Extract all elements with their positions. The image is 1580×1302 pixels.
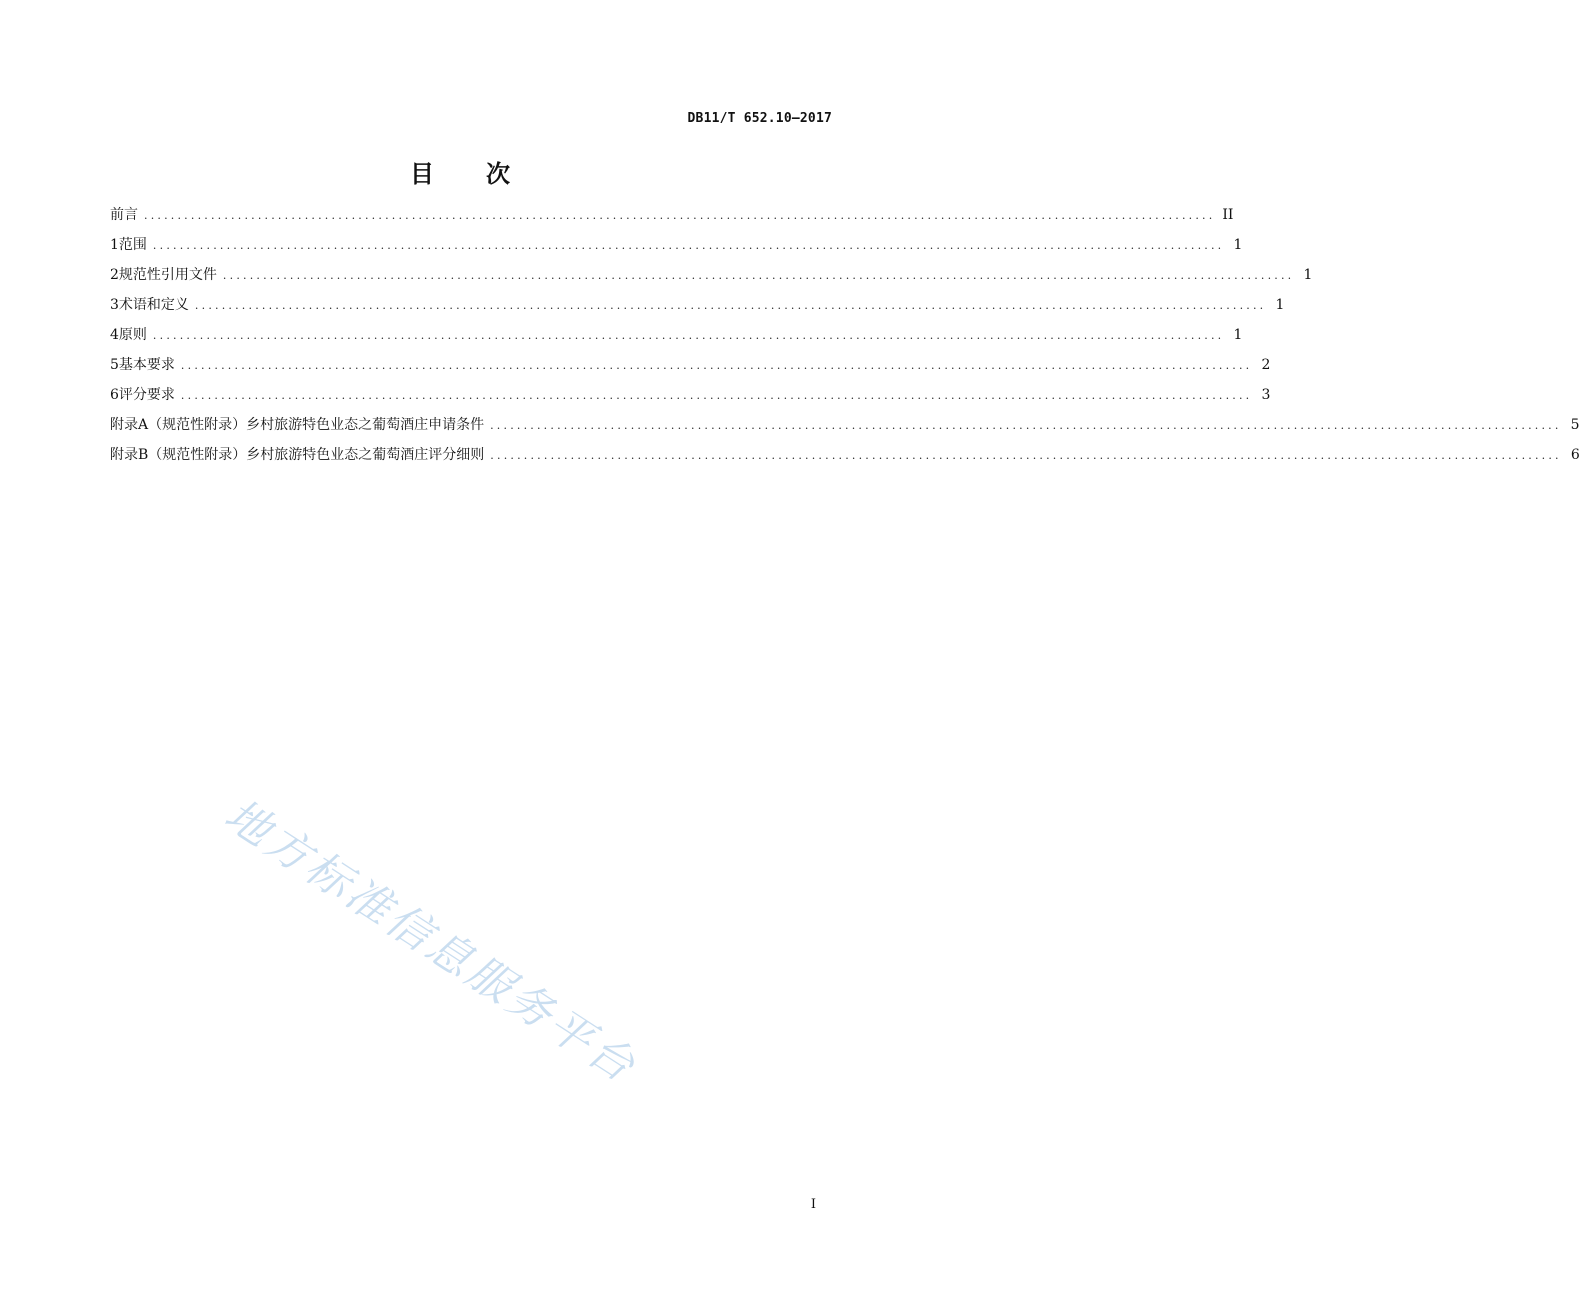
toc-entry-page: 1 <box>1233 237 1243 253</box>
toc-leader-dots: ................................................................................................................................................................ <box>180 359 1253 372</box>
toc-entry-page: 1 <box>1275 297 1285 313</box>
toc-leader-dots: ................................................................................................................................................................ <box>490 419 1562 432</box>
toc-title-right: 次 <box>486 160 510 188</box>
table-of-contents <box>110 200 1580 470</box>
toc-entry-label: 评分要求 <box>118 387 175 403</box>
toc-entry-label: 基本要求 <box>118 357 175 373</box>
toc-entry-annex-a[interactable] <box>110 410 1580 440</box>
toc-entry-scoring-requirements[interactable] <box>110 380 1271 410</box>
toc-entry-number: 6 <box>110 387 119 403</box>
page-number: I <box>810 1197 816 1212</box>
toc-title <box>0 154 920 189</box>
toc-entry-page: II <box>1222 207 1234 223</box>
toc-entry-label: 范围 <box>118 237 147 253</box>
toc-entry-number: 3 <box>110 297 119 313</box>
toc-entry-foreword[interactable] <box>110 200 1234 230</box>
toc-entry-number: 1 <box>110 237 119 253</box>
toc-entry-principles[interactable] <box>110 320 1243 350</box>
toc-entry-label: 前言 <box>110 207 138 223</box>
toc-leader-dots: ................................................................................................................................................................ <box>180 389 1253 402</box>
toc-entry-page: 6 <box>1570 447 1580 463</box>
toc-entry-number: 5 <box>110 357 119 373</box>
toc-entry-label: 附录B（规范性附录）乡村旅游特色业态之葡萄酒庄评分细则 <box>110 447 485 463</box>
toc-entry-scope[interactable] <box>110 230 1243 260</box>
toc-leader-dots: ................................................................................................................................................................ <box>152 329 1225 342</box>
toc-entry-basic-requirements[interactable] <box>110 350 1271 380</box>
toc-entry-label: 规范性引用文件 <box>118 267 217 283</box>
toc-entry-number: 2 <box>110 267 119 283</box>
toc-entry-label: 附录A（规范性附录）乡村旅游特色业态之葡萄酒庄申请条件 <box>110 417 485 433</box>
toc-entry-annex-b[interactable] <box>110 440 1580 470</box>
toc-entry-page: 1 <box>1233 327 1243 343</box>
toc-entry-label: 原则 <box>118 327 147 343</box>
watermark: 地方标准信息服务平台 <box>215 789 646 1094</box>
toc-entry-page: 1 <box>1303 267 1313 283</box>
toc-entry-terms-definitions[interactable] <box>110 290 1285 320</box>
toc-leader-dots: ................................................................................................................................................................ <box>222 269 1295 282</box>
document-code: DB11/T 652.10—2017 <box>687 111 832 126</box>
toc-title-left: 目 <box>410 160 434 188</box>
toc-leader-dots: ................................................................................................................................................................ <box>144 209 1216 222</box>
toc-entry-page: 5 <box>1570 417 1580 433</box>
toc-leader-dots: ................................................................................................................................................................ <box>490 449 1562 462</box>
toc-entry-label: 术语和定义 <box>118 297 189 313</box>
toc-leader-dots: ................................................................................................................................................................ <box>194 299 1267 312</box>
toc-leader-dots: ................................................................................................................................................................ <box>152 239 1225 252</box>
toc-entry-page: 2 <box>1261 357 1271 373</box>
toc-entry-normative-references[interactable] <box>110 260 1313 290</box>
toc-entry-page: 3 <box>1261 387 1271 403</box>
toc-entry-number: 4 <box>110 327 119 343</box>
